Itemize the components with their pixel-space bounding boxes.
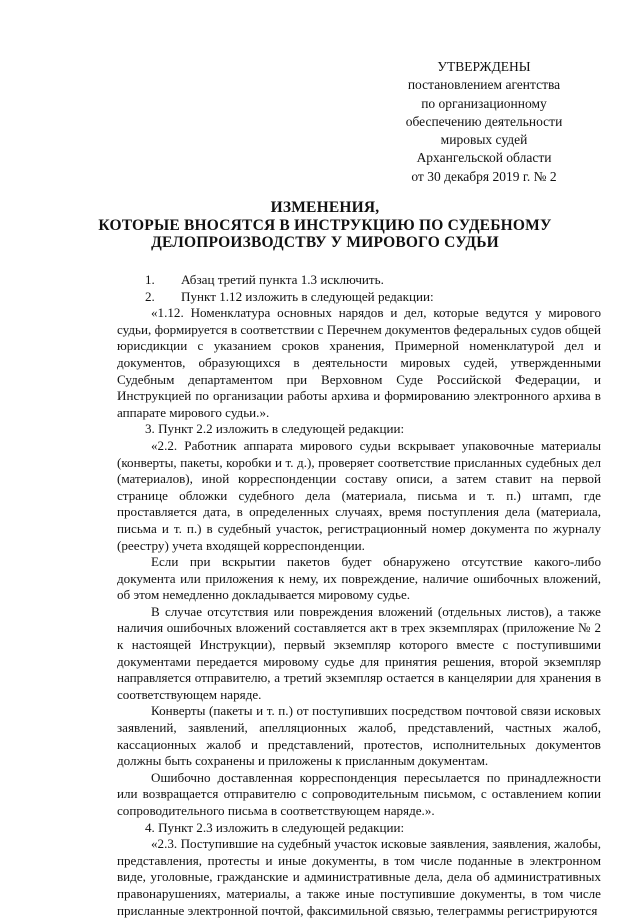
title-line: ИЗМЕНЕНИЯ, bbox=[270, 199, 380, 216]
paragraph: Если при вскрытии пакетов будет обнаружено отсутствие какого-либо документа или приложения к нему, их повреждение, наличие ошибочных вложений, об этом немедленно докладывается мировому судье. bbox=[117, 554, 601, 603]
paragraph: «2.3. Поступившие на судебный участок исковые заявления, заявления, жалобы, представления, протесты и иные документы, в том числе поданные в электронном виде, уголовные, гражданские и административные дела, дела об административных правонарушениях, материалы, а также иные поступившие документы, в том числе присланные электронной почтой, факсимильной связью, телеграммы регистрируются bbox=[117, 836, 601, 918]
paragraph: Конверты (пакеты и т. п.) от поступивших посредством почтовой связи исковых заявлений, заявлений, апелляционных жалоб, представлений, частных жалоб, кассационных жалоб и представлений, протестов, исполнительных документов должны быть сохранены и приложены к присланным документам. bbox=[117, 703, 601, 769]
approval-line: мировых судей bbox=[440, 132, 528, 148]
approval-line: по организационному bbox=[421, 95, 547, 111]
title-line: КОТОРЫЕ ВНОСЯТСЯ В ИНСТРУКЦИЮ ПО СУДЕБНОМУ bbox=[98, 216, 552, 234]
approval-line: Архангельской области bbox=[416, 150, 552, 166]
title-line: ДЕЛОПРОИЗВОДСТВУ У МИРОВОГО СУДЬИ bbox=[151, 234, 499, 251]
paragraph: Ошибочно доставленная корреспонденция пересылается по принадлежности или возвращается отправителю с сопроводительным письмом, с оставлением копии сопроводительного письма в соответствующем наряде.». bbox=[117, 769, 601, 818]
paragraph: В случае отсутствия или повреждения вложений (отдельных листов), а также наличия ошибочных вложений составляется акт в трех экземплярах (приложение № 2 к настоящей Инструкции), первый экземпляр которого вместе с поступившими документами передается мировому судье для принятия решения, второй экземпляр направляется отправителю, а третий экземпляр остается в канцелярии для хранения в соответствующем наряде. bbox=[117, 603, 601, 702]
approval-block bbox=[384, 58, 584, 186]
item-2: 2. Пункт 1.12 изложить в следующей редакции: bbox=[145, 288, 434, 304]
item-3: 3. Пункт 2.2 изложить в следующей редакции: bbox=[145, 421, 405, 437]
approval-line: УТВЕРЖДЕНЫ bbox=[437, 59, 531, 74]
paragraph: «2.2. Работник аппарата мирового судьи вскрывает упаковочные материалы (конверты, пакеты, коробки и т. д.), проверяет соответствие присланных судебных дел (материалов), иной корреспонденции составу описи, а затем ставит на первой странице обложки судебного дела (материала, письма и т. п.) штамп, где проставляется дата, в определенных случаях, время поступления дела (материала, письма и т. п.) в судебный участок, регистрационный номер документа по журналу (реестру) учета входящей корреспонденции. bbox=[117, 437, 601, 553]
approval-line: от 30 декабря 2019 г. № 2 bbox=[411, 168, 557, 184]
item-4: 4. Пункт 2.3 изложить в следующей редакции: bbox=[145, 819, 405, 835]
approval-line: обеспечению деятельности bbox=[405, 113, 563, 129]
item-1: 1. Абзац третий пункта 1.3 исключить. bbox=[145, 272, 384, 287]
paragraph: «1.12. Номенклатура основных нарядов и дел, которые ведутся у мирового судьи, формируется в соответствии с Перечнем документов федеральных судов общей юрисдикции с указанием сроков хранения, Примерной номенклатурой дел и документов, образующихся в деятельности мировых судей, утвержденными Судебным департаментом при Верховном Суде Российской Федерации, и Инструкцией по организации работы архива и формированию электронного архива в аппарате мирового судьи.». bbox=[117, 305, 601, 420]
document-body bbox=[117, 272, 601, 919]
approval-line: постановлением агентства bbox=[407, 77, 561, 93]
document-title bbox=[90, 199, 560, 252]
